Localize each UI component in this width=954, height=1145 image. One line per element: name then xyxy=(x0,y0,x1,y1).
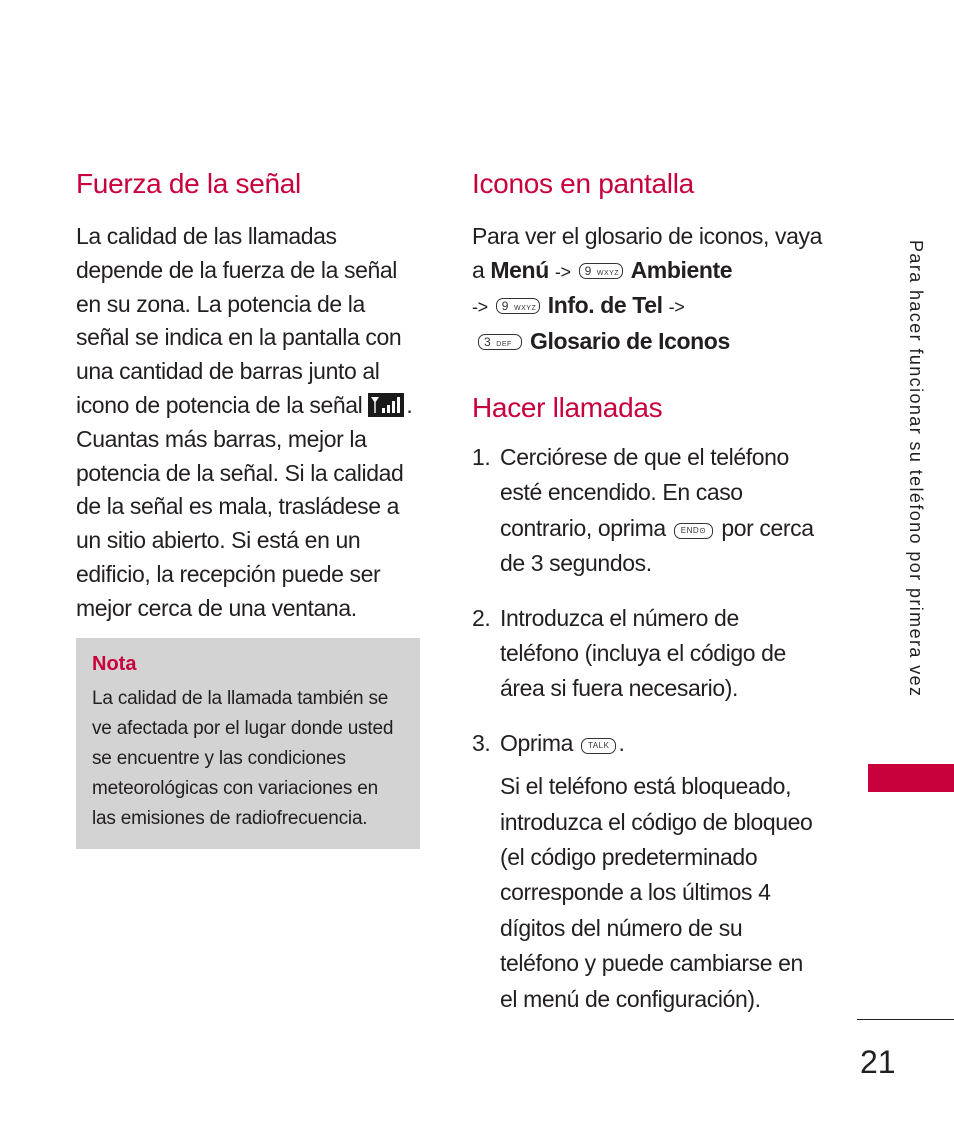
arrow: -> xyxy=(554,261,571,282)
signal-strength-icon xyxy=(368,393,404,417)
call-steps-list xyxy=(472,440,822,761)
page-number-rule xyxy=(857,1019,954,1020)
glosario-label: Glosario de Iconos xyxy=(530,327,730,354)
arrow: -> xyxy=(472,297,488,317)
note-text: La calidad de la llamada también se ve afectada por el lugar donde usted se encuentre y las condiciones meteorológicas con variaciones en las emisiones de radiofrecuencia. xyxy=(92,687,394,830)
ambiente-label: Ambiente xyxy=(630,256,733,283)
list-item: 3. Oprima TALK . xyxy=(472,729,625,756)
list-item: 1. Cerciórese de que el teléfono esté encendido. En caso contrario, oprima END⊙ por cerca de 3 segundos. xyxy=(472,444,814,577)
icons-navigation-path xyxy=(472,220,822,358)
make-calls-heading: Hacer llamadas xyxy=(472,392,663,423)
key-9-icon: 9 WXYZ xyxy=(496,298,540,314)
signal-strength-paragraph xyxy=(76,220,421,626)
arrow: -> xyxy=(668,297,685,317)
signal-paragraph-end: . Cuantas más barras, mejor la potencia de la señal. Si la calidad de la señal es mala, trasládese a un sitio abierto. Si está en un edificio, la recepción puede ser mejor cerca de una ventana. xyxy=(76,391,413,621)
page-number: 21 xyxy=(860,1044,896,1080)
signal-paragraph-start: La calidad de las llamadas depende de la fuerza de la señal en su zona. La potencia de la señal se indica en la pantalla con una cantidad de barras junto al icono de potencia de la señal xyxy=(76,223,402,418)
key-3-icon: 3 DEF xyxy=(478,334,522,350)
left-column xyxy=(76,166,421,849)
locked-phone-paragraph: Si el teléfono está bloqueado, introduzca el código de bloqueo (el código predeterminado corresponde a los últimos 4 dígitos del número de su teléfono y puede cambiarse en el menú de configuración). xyxy=(500,773,813,1012)
section-tab-marker xyxy=(868,764,954,792)
talk-key-icon: TALK xyxy=(581,738,616,754)
end-key-icon: END⊙ xyxy=(674,523,714,539)
key-9-icon: 9 WXYZ xyxy=(579,263,623,279)
icons-intro: Para ver el glosario de iconos, vaya a xyxy=(472,223,822,283)
note-box xyxy=(76,638,420,849)
section-side-label: Para hacer funcionar su teléfono por primera vez xyxy=(906,240,926,698)
signal-strength-heading: Fuerza de la señal xyxy=(76,168,301,199)
list-item: 2. Introduzca el número de teléfono (incluya el código de área si fuera necesario). xyxy=(472,604,786,702)
note-title: Nota xyxy=(92,652,137,675)
info-tel-label: Info. de Tel xyxy=(547,292,663,318)
menu-label: Menú xyxy=(490,256,549,283)
right-column xyxy=(472,166,822,1017)
screen-icons-heading: Iconos en pantalla xyxy=(472,168,694,199)
